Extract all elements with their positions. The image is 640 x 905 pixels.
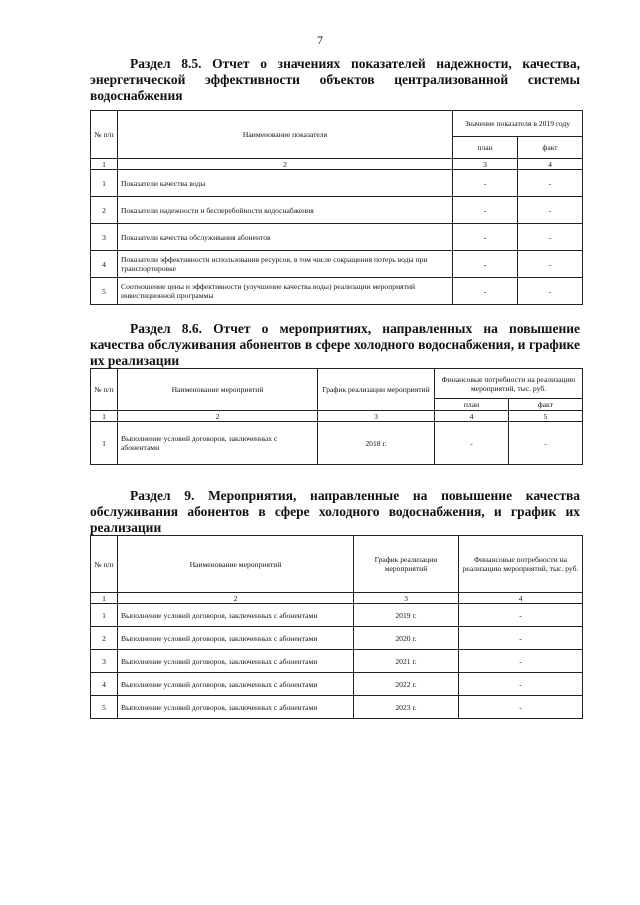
header-num: № п/п [91,536,118,593]
index-row [91,411,583,422]
row-name: Показатели эффективности использования ресурсов, в том числе сокращения потерь воды при транспортировке [118,251,453,278]
row-num: 2 [91,197,118,224]
index-cell: 2 [118,593,354,604]
header-value-2019: Значение показателя в 2019 году [453,111,583,137]
index-cell: 2 [118,159,453,170]
row-finance: - [459,696,583,719]
row-finance: - [459,627,583,650]
table-row [91,170,583,197]
table-row [91,422,583,465]
index-cell: 3 [354,593,459,604]
row-fact: - [518,278,583,305]
row-fact: - [518,224,583,251]
table-row [91,278,583,305]
row-name: Выполнение условий договоров, заключенных с абонентами [118,422,318,465]
measures-plan-table [90,535,583,719]
row-num: 1 [91,604,118,627]
section-86-heading: Раздел 8.6. Отчет о мероприятиях, направленных на повышение качества обслуживания абонентов в сфере холодного водоснабжения, и графике их реализации [90,321,580,368]
row-schedule: 2018 г. [318,422,435,465]
row-num: 2 [91,627,118,650]
row-name: Выполнение условий договоров, заключенных с абонентами [118,673,354,696]
index-cell: 2 [118,411,318,422]
row-name: Показатели качества обслуживания абонентов [118,224,453,251]
index-cell: 4 [518,159,583,170]
index-cell: 1 [91,159,118,170]
row-num: 1 [91,422,118,465]
row-schedule: 2019 г. [354,604,459,627]
row-plan: - [453,251,518,278]
table-row [91,650,583,673]
header-fact: факт [518,137,583,159]
row-name: Выполнение условий договоров, заключенных с абонентами [118,627,354,650]
index-cell: 3 [318,411,435,422]
index-cell: 1 [91,411,118,422]
row-plan: - [435,422,509,465]
header-num: № п/п [91,111,118,159]
row-finance: - [459,604,583,627]
header-measure-name: Наименование мероприятий [118,536,354,593]
section-85-heading: Раздел 8.5. Отчет о значениях показателей надежности, качества, энергетической эффективности объектов централизованной системы водоснабжения [90,56,580,103]
row-name: Показатели надежности и бесперебойности водоснабжения [118,197,453,224]
section-9-heading: Раздел 9. Мероприятия, направленные на повышение качества обслуживания абонентов в сфере холодного водоснабжения, и график их реализации [90,488,580,535]
header-indicator-name: Наименование показателя [118,111,453,159]
row-num: 1 [91,170,118,197]
header-schedule: График реализации мероприятий [318,369,435,411]
row-num: 3 [91,224,118,251]
row-fact: - [518,170,583,197]
row-name: Выполнение условий договоров, заключенных с абонентами [118,604,354,627]
row-plan: - [453,224,518,251]
measures-report-table [90,368,583,465]
row-num: 4 [91,251,118,278]
header-num: № п/п [91,369,118,411]
index-row [91,159,583,170]
row-plan: - [453,170,518,197]
index-cell: 3 [453,159,518,170]
table-row [91,627,583,650]
row-fact: - [518,251,583,278]
row-finance: - [459,650,583,673]
header-finance: Финансовые потребности на реализацию мероприятий, тыс. руб. [459,536,583,593]
header-plan: план [453,137,518,159]
row-schedule: 2022 г. [354,673,459,696]
page-number: 7 [317,33,323,47]
header-measure-name: Наименование мероприятий [118,369,318,411]
index-cell: 4 [435,411,509,422]
row-num: 5 [91,278,118,305]
row-schedule: 2021 г. [354,650,459,673]
row-schedule: 2020 г. [354,627,459,650]
indicators-table [90,110,583,305]
row-fact: - [509,422,583,465]
row-name: Выполнение условий договоров, заключенных с абонентами [118,696,354,719]
row-num: 3 [91,650,118,673]
table-row [91,197,583,224]
header-finance: Финансовые потребности на реализацию мероприятий, тыс. руб. [435,369,583,399]
index-cell: 4 [459,593,583,604]
row-num: 5 [91,696,118,719]
header-fact: факт [509,399,583,411]
table-row [91,696,583,719]
header-plan: план [435,399,509,411]
row-plan: - [453,278,518,305]
header-schedule: График реализации мероприятий [354,536,459,593]
row-name: Показатели качества воды [118,170,453,197]
row-finance: - [459,673,583,696]
row-fact: - [518,197,583,224]
table-row [91,224,583,251]
row-schedule: 2023 г. [354,696,459,719]
row-num: 4 [91,673,118,696]
index-row [91,593,583,604]
row-name: Соотношение цены и эффективности (улучшение качества воды) реализации мероприятий инвестиционной программы [118,278,453,305]
row-name: Выполнение условий договоров, заключенных с абонентами [118,650,354,673]
table-row [91,673,583,696]
index-cell: 5 [509,411,583,422]
table-row [91,604,583,627]
index-cell: 1 [91,593,118,604]
table-row [91,251,583,278]
row-plan: - [453,197,518,224]
